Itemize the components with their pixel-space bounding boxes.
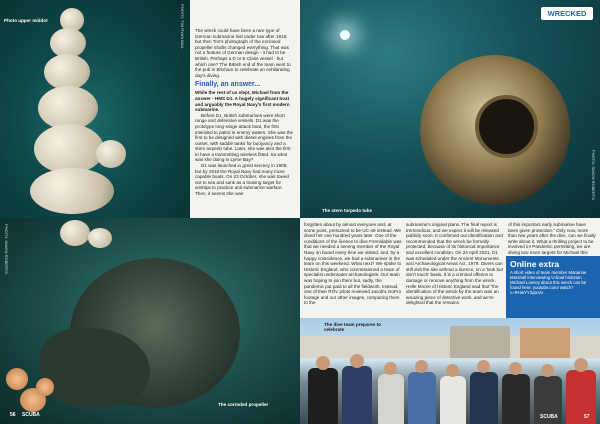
article-column-2: forgotten about by almost everyone and, at some point, presumed to be UC-49 instead. We dived her one hundred years later. One of the conditions of the licence to dive Formidable was that we needed a serving member of the Royal Navy on board every time we visited, and, by a happy coincidence, we had a submariner in the team on this weekend. What next? We spoke to Historic England, who commissioned a team of specialist underwater archaeologists. Our team was hoping to join them but, sadly, the pandemic put paid to all the fieldwork. Instead, one of their ROV pilots reviewed Jacob's GoPro footage and our other images, comparing them to the — [304, 222, 402, 306]
online-extra-box — [506, 256, 600, 318]
article-para: While the rest of us slept, Michael from the answer - HMS D1. A hugely significant boat and arguably the Royal Navy's first modern submarine. — [195, 90, 290, 113]
article-intro: The wreck could have been a rare type of German submarine lost under tow after 1918, but then Tim's photograph of the enclosed propeller shafts changed everything. That was not a feature of German design - it had to be British. Perhaps a D or E Class vessel - but which one? The British end of the team went to the pub in Brixham to celebrate an exhilarating day's diving. — [195, 28, 291, 78]
photo-propeller — [0, 218, 300, 424]
article-subhead: Finally, an answer... — [195, 81, 261, 89]
article-column-3: submarine's original plans. The final report is tremendous, and we expect it will be released publicly soon. It confirmed our identification and recommended that the wreck be formally protected, because of its historical importance and excellent condition. On 24 April 2021, D1 was scheduled under the Ancient Monuments and Archaeological Areas Act, 1979. Divers can still visit the site without a licence, on a 'look but don't touch' basis. It is a criminal offence to damage or remove anything from the wreck. Helle Moore of Historic England said that "the identification of the wreck by the team was an amazing piece of detective work, and we're delighted that the remains — [406, 222, 503, 306]
page-number: 56 — [10, 412, 16, 418]
article-column-4: of this important early submarine have been given protection." Only now, more than two years after the dive, can we finally write about it. What a thrilling project to be involved in! Pandemic permitting, we are diving two more targets for Michael this — [508, 222, 596, 255]
photo-caption: The dive team prepares to celebrate — [324, 322, 381, 332]
section-badge: WRECKED — [541, 7, 593, 20]
magazine-name: SCUBA — [22, 412, 40, 418]
photo-caption: The stern torpedo tube — [322, 208, 373, 213]
photo-caption: The corroded propeller — [218, 402, 269, 407]
online-extra-body: A short video of team member Marianne Marshall interviewing U-boat historian Michael Lowrey about this wreck can be found here: youtube.com/ watch?v=RHwYY3qIxVo — [510, 270, 587, 295]
photo-credit: PHOTO: SIMON ROBERTS — [591, 150, 596, 200]
photo-caption: Photo upper middot — [4, 18, 48, 23]
article-column-1 — [190, 0, 300, 218]
article-para: Before D1, British submarines were short range and defensive vessels. D1 was the prototype long-range attack boat, the first intended to patrol in enemy waters. She was the first to be designed with diesel engines from the outset, with saddle tanks for buoyancy and a stern torpedo tube. Later, she was also the first to have a transmitting wireless fitted. So what was she doing in Lyme Bay? — [195, 112, 294, 163]
photo-encrusted-column — [0, 0, 190, 218]
photo-credit: PHOTO: SIMON ROBERTS — [4, 224, 9, 274]
magazine-name: SCUBA — [540, 414, 558, 420]
online-extra-title: Online extra — [510, 259, 560, 269]
photo-credit: PHOTO: TIM RYAN BAIL — [180, 4, 185, 49]
photo-torpedo-tube — [300, 0, 600, 218]
photo-dive-team — [300, 318, 600, 424]
article-para: D1 was launched in great secrecy in 1908, but by 1918 the Royal Navy had many more capable boats. On 23 October, she was towed out to sea and sunk as a training target for airships to practice anti-submarine warfare. Then, it seems she was — [195, 163, 289, 197]
page-number: 57 — [584, 414, 590, 420]
